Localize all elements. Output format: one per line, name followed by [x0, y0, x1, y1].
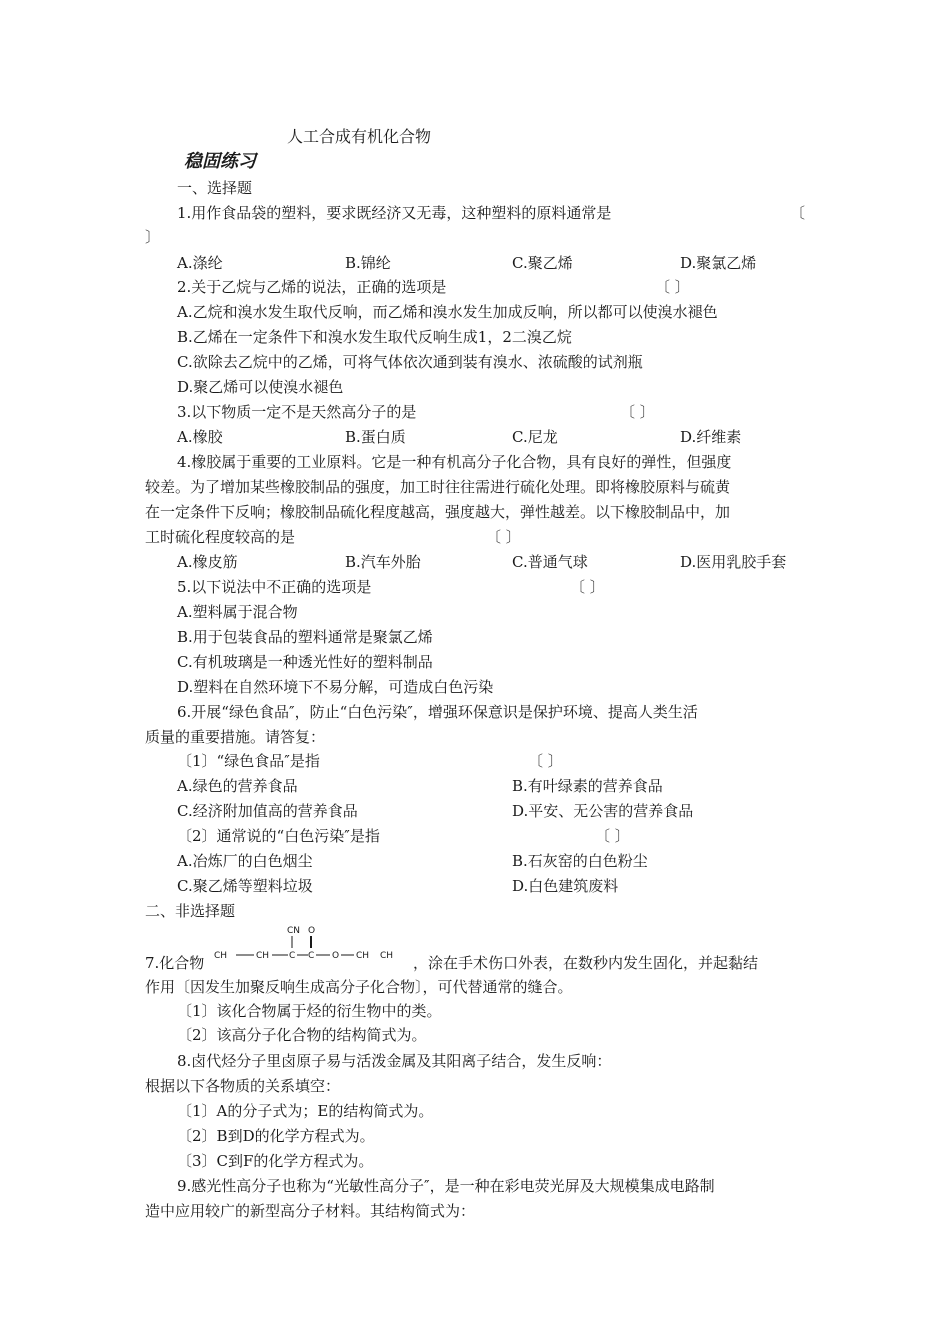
question-3-option-a: A.橡胶: [177, 428, 223, 446]
question-4-line-2: 较差。为了增加某些橡胶制品的强度，加工时往往需进行硫化处理。即将橡胶原料与硫黄: [145, 478, 731, 496]
question-9-line-2: 造中应用较广的新型高分子材料。其结构简式为：: [145, 1202, 476, 1220]
question-3-bracket: 〔 〕: [620, 403, 655, 421]
formula-ch2-label: CH: [214, 951, 228, 961]
question-7-prefix: 7.化合物: [145, 954, 205, 972]
question-2-option-c: C.欲除去乙烷中的乙烯，可将气体依次通到装有溴水、浓硫酸的试剂瓶: [177, 353, 643, 371]
question-5-option-a: A.塑料属于混合物: [177, 603, 298, 621]
question-6-sub-1-bracket: 〔 〕: [528, 752, 563, 770]
question-6-line-2: 质量的重要措施。请答复：: [145, 728, 326, 746]
question-5-option-c: C.有机玻璃是一种透光性好的塑料制品: [177, 653, 433, 671]
structural-formula-drawing: [214, 924, 404, 966]
section-heading-non-choice: 二、非选择题: [145, 902, 236, 920]
question-4-line-4: 工时硫化程度较高的是: [145, 528, 296, 546]
question-4-option-a: A.橡皮筋: [177, 553, 238, 571]
question-1-bracket-open: 〔: [790, 204, 806, 222]
question-6-sub-1-option-d: D.平安、无公害的营养食品: [512, 802, 694, 820]
question-3-stem: 3.以下物质一定不是天然高分子的是: [177, 403, 417, 421]
document-subtitle: 稳固练习: [184, 151, 256, 172]
question-2-bracket: 〔 〕: [655, 278, 690, 296]
formula-cn-label: CN: [287, 926, 301, 936]
question-6-sub-1-option-c: C.经济附加值高的营养食品: [177, 802, 358, 820]
question-7-line-2: 作用〔因发生加聚反响生成高分子化合物〕，可代替通常的缝合。: [145, 978, 573, 996]
question-1-option-d: D.聚氯乙烯: [680, 254, 757, 272]
question-8-sub-3: 〔3〕C到F的化学方程式为。: [177, 1152, 374, 1170]
question-3-option-c: C.尼龙: [512, 428, 558, 446]
formula-o-top-label: O: [308, 926, 316, 936]
formula-ch3-label: CH: [380, 951, 394, 961]
question-9-line-1: 9.感光性高分子也称为“光敏性高分子″，是一种在彩电荧光屏及大规模集成电路制: [177, 1177, 715, 1195]
question-3-option-d: D.纤维素: [680, 428, 742, 446]
question-2-option-d: D.聚乙烯可以使溴水褪色: [177, 378, 344, 396]
question-5-option-b: B.用于包装食品的塑料通常是聚氯乙烯: [177, 628, 433, 646]
question-6-sub-2-option-c: C.聚乙烯等塑料垃圾: [177, 877, 313, 895]
question-6-sub-2-option-a: A.冶炼厂的白色烟尘: [177, 852, 313, 870]
question-4-line-3: 在一定条件下反响；橡胶制品硫化程度越高，强度越大，弹性越差。以下橡胶制品中，加: [145, 503, 731, 521]
question-2-option-b: B.乙烯在一定条件下和溴水发生取代反响生成1，2二溴乙烷: [177, 328, 572, 346]
question-1-option-c: C.聚乙烯: [512, 254, 573, 272]
question-8-line-2: 根据以下各物质的关系填空：: [145, 1077, 341, 1095]
question-2-stem: 2.关于乙烷与乙烯的说法，正确的选项是: [177, 278, 447, 296]
question-6-sub-2-bracket: 〔 〕: [595, 827, 630, 845]
question-6-sub-2-option-b: B.石灰窑的白色粉尘: [512, 852, 648, 870]
question-4-line-1: 4.橡胶属于重要的工业原料。它是一种有机高分子化合物，具有良好的弹性，但强度: [177, 453, 732, 471]
question-4-bracket: 〔 〕: [486, 528, 521, 546]
document-title: 人工合成有机化合物: [287, 127, 432, 146]
question-6-sub-2-stem: 〔2〕通常说的“白色污染″是指: [177, 827, 380, 845]
question-5-bracket: 〔 〕: [570, 578, 605, 596]
question-6-sub-1-option-b: B.有叶绿素的营养食品: [512, 777, 663, 795]
question-1-bracket-close: 〕: [145, 228, 161, 246]
section-heading-choice: 一、选择题: [177, 179, 253, 197]
formula-c2-label: C: [308, 951, 315, 961]
question-7-sub-1: 〔1〕该化合物属于烃的衍生物中的类。: [177, 1002, 442, 1020]
question-1-stem: 1.用作食品袋的塑料，要求既经济又无毒，这种塑料的原料通常是: [177, 204, 612, 222]
structural-formula: [214, 924, 404, 966]
question-6-sub-1-stem: 〔1〕“绿色食品″是指: [177, 752, 320, 770]
question-5-stem: 5.以下说法中不正确的选项是: [177, 578, 372, 596]
formula-c1-label: C: [289, 951, 296, 961]
question-6-sub-2-option-d: D.白色建筑废料: [512, 877, 619, 895]
question-4-option-c: C.普通气球: [512, 553, 588, 571]
question-6-sub-1-option-a: A.绿色的营养食品: [177, 777, 298, 795]
formula-ch-label: CH: [256, 951, 270, 961]
question-8-sub-1: 〔1〕A的分子式为；E的结构简式为。: [177, 1102, 434, 1120]
question-6-line-1: 6.开展“绿色食品″，防止“白色污染″，增强环保意识是保护环境、提高人类生活: [177, 703, 698, 721]
question-5-option-d: D.塑料在自然环境下不易分解，可造成白色污染: [177, 678, 494, 696]
question-7-sub-2: 〔2〕该高分子化合物的结构简式为。: [177, 1026, 427, 1044]
question-2-option-a: A.乙烷和溴水发生取代反响，而乙烯和溴水发生加成反响，所以都可以使溴水褪色: [177, 303, 718, 321]
question-8-sub-2: 〔2〕B到D的化学方程式为。: [177, 1127, 375, 1145]
question-3-option-b: B.蛋白质: [345, 428, 406, 446]
formula-o-label: O: [332, 951, 340, 961]
question-4-option-b: B.汽车外胎: [345, 553, 421, 571]
question-7-suffix: ，涂在手术伤口外表，在数秒内发生固化，并起黏结: [413, 954, 759, 972]
question-1-option-b: B.锦纶: [345, 254, 391, 272]
formula-ch2b-label: CH: [356, 951, 370, 961]
question-8-stem: 8.卤代烃分子里卤原子易与活泼金属及其阳离子结合，发生反响：: [177, 1052, 612, 1070]
question-1-option-a: A.涤纶: [177, 254, 223, 272]
question-4-option-d: D.医用乳胶手套: [680, 553, 787, 571]
